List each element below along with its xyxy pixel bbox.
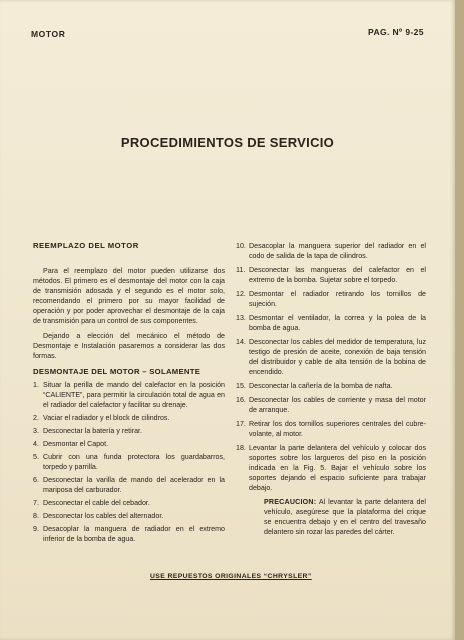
page-title: PROCEDIMIENTOS DE SERVICIO <box>120 135 335 150</box>
list-item <box>236 289 426 309</box>
step-number: 12. <box>236 290 246 298</box>
list-item <box>33 380 225 410</box>
step-text: Desconectar la batería y retirar. <box>43 427 142 435</box>
list-item <box>33 452 225 472</box>
step-text: Retirar los dos tornillos superiores centrales del cubre-volante, al motor. <box>249 420 426 438</box>
step-number: 10. <box>236 242 246 250</box>
step-number: 17. <box>236 420 246 428</box>
list-item <box>236 381 426 391</box>
step-text: Desconectar la cañería de la bomba de nafta. <box>249 382 393 390</box>
list-item <box>33 475 225 495</box>
step-text: Desconectar el cable del cebador. <box>43 499 150 507</box>
step-number: 8. <box>33 512 39 520</box>
step-text: Desmontar el ventilador, la correa y la polea de la bomba de agua. <box>249 314 426 332</box>
section-header: MOTOR <box>31 29 66 39</box>
step-text: Desacoplar la manguera de radiador en el extremo inferior de la bomba de agua. <box>43 525 225 543</box>
step-number: 11. <box>236 266 246 274</box>
step-number: 5. <box>33 453 39 461</box>
step-text: Desmontar el radiador retirando los tornillos de sujeción. <box>249 290 426 308</box>
step-text: Desconectar la varilla de mando del acelerador en la mariposa del carburador. <box>43 476 225 494</box>
steps-list-right <box>236 241 426 493</box>
step-number: 14. <box>236 338 246 346</box>
list-item <box>236 419 426 439</box>
step-number: 13. <box>236 314 246 322</box>
list-item <box>33 524 225 544</box>
step-number: 16. <box>236 396 246 404</box>
steps-list-left <box>33 380 225 544</box>
step-number: 1. <box>33 381 39 389</box>
left-column <box>33 241 225 547</box>
step-number: 18. <box>236 444 246 452</box>
list-item <box>236 265 426 285</box>
step-text: Cubrir con una funda protectora los guardabarros, torpedo y parrilla. <box>43 453 225 471</box>
list-item <box>236 241 426 261</box>
step-text: Situar la perilla de mando del calefactor en la posición “CALIENTE”, para permitir la circulación total de agua en el radiador del calefactor y facilitar su drenaje. <box>43 381 225 409</box>
list-item <box>33 511 225 521</box>
list-item <box>236 395 426 415</box>
step-number: 4. <box>33 440 39 448</box>
footer-note: USE REPUESTOS ORIGINALES “CHRYSLER” <box>150 573 312 580</box>
step-text: Desmontar el Capot. <box>43 440 109 448</box>
step-text: Desacoplar la manguera superior del radiador en el codo de salida de la tapa de cilindros. <box>249 242 426 260</box>
second-paragraph: Dejando a elección del mecánico el método de Desmontaje e Instalación pasaremos a considerar las dos formas. <box>33 332 225 360</box>
step-text: Desconectar las mangueras del calefactor en el extremo de la bomba. Sujetar sobre el torpedo. <box>249 266 426 284</box>
list-item <box>236 337 426 377</box>
list-item <box>33 439 225 449</box>
step-text: Desconectar los cables del alternador. <box>43 512 164 520</box>
step-number: 3. <box>33 427 39 435</box>
page-number: PAG. Nº 9-25 <box>368 27 424 37</box>
list-item <box>33 426 225 436</box>
step-text: Desconectar los cables del medidor de temperatura, luz testigo de presión de aceite, conexión de baja tensión del distribuidor y cable de alta tensión de la bobina de encendido. <box>249 338 426 376</box>
list-item <box>236 313 426 333</box>
step-number: 9. <box>33 525 39 533</box>
step-number: 15. <box>236 382 246 390</box>
step-number: 7. <box>33 499 39 507</box>
step-number: 2. <box>33 414 39 422</box>
list-item <box>236 443 426 493</box>
step-number: 6. <box>33 476 39 484</box>
caution-text: Al levantar la parte delantera del vehículo, asegúrese que la plataforma del crique se encuentra debajo y en el centro del travesaño delantero sin rozar las paredes del cárter. <box>264 498 426 536</box>
section-heading: REEMPLAZO DEL MOTOR <box>33 241 139 250</box>
intro-paragraph: Para el reemplazo del motor pueden utilizarse dos métodos. El primero es el desmontaje del motor con la caja de transmisión adosada y el segundo es el motor solo, recomendando el primero por su mayor facilidad de operación y por poder aprovechar el desmontaje de la caja de transmisión para un control de sus componentes. <box>33 267 225 325</box>
right-column <box>236 241 426 537</box>
subsection-heading: DESMONTAJE DEL MOTOR – SOLAMENTE <box>33 367 201 376</box>
caution-note <box>264 497 426 537</box>
list-item <box>33 498 225 508</box>
page-edge <box>455 0 464 640</box>
step-text: Levantar la parte delantera del vehículo y colocar dos soportes sobre los largueros del piso en la posición indicada en la Fig. 5. Bajar el vehículo sobre los soportes dejando el espacio suficiente para trabajar debajo. <box>249 444 426 492</box>
caution-label: PRECAUCION: <box>264 498 317 506</box>
list-item <box>33 413 225 423</box>
step-text: Desconectar los cables de corriente y masa del motor de arranque. <box>249 396 426 414</box>
step-text: Vaciar el radiador y el block de cilindros. <box>43 414 170 422</box>
